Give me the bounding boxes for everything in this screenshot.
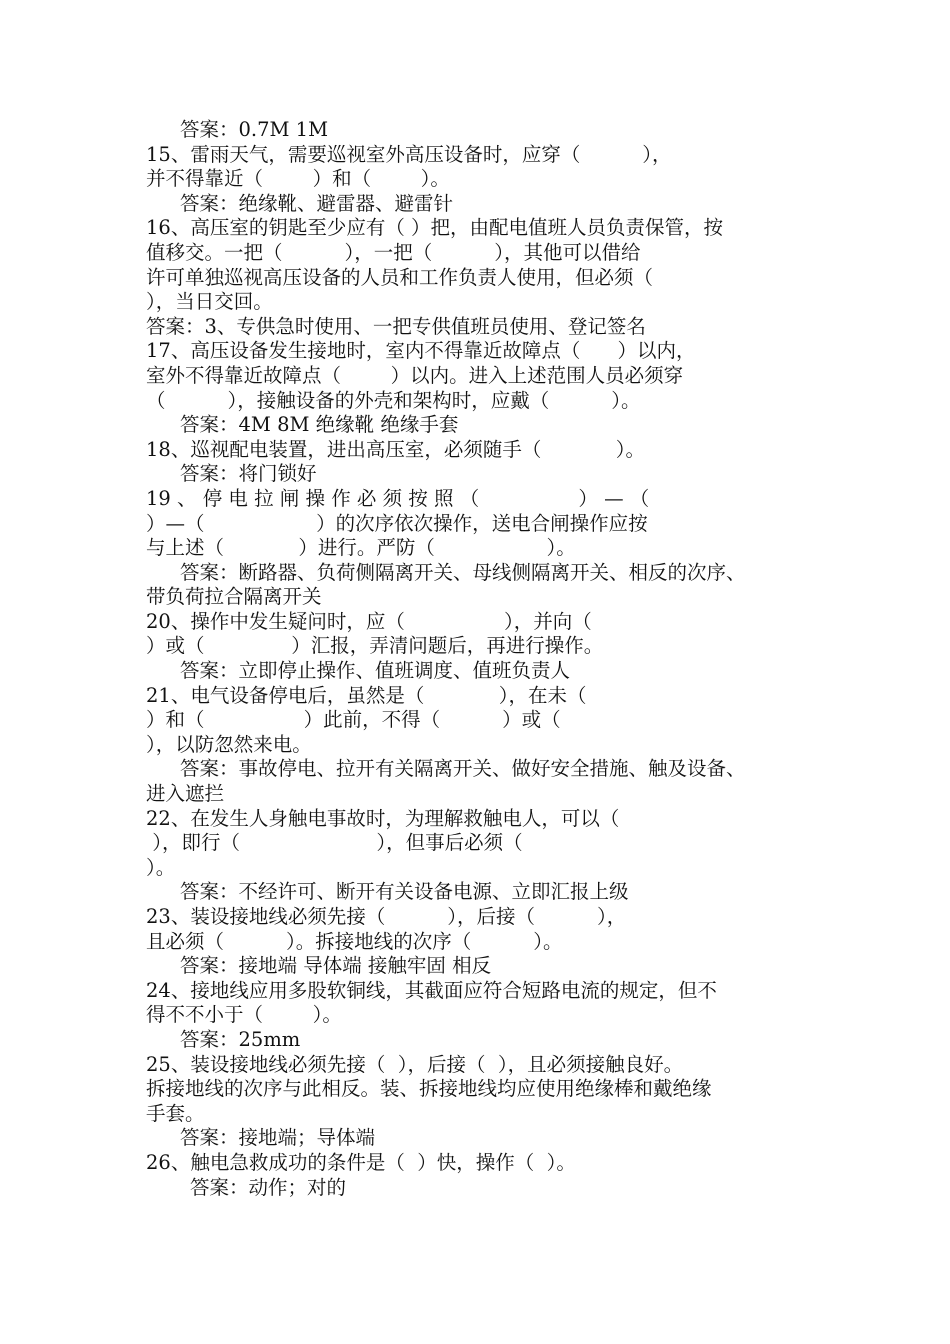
text-line: （ ），接触设备的外壳和架构时，应戴（ ）。 xyxy=(146,388,641,412)
text-line: 17、高压设备发生接地时，室内不得靠近故障点（ ）以内， xyxy=(146,339,696,363)
text-line: 许可单独巡视高压设备的人员和工作负责人使用，但必须（ xyxy=(146,265,654,289)
text-line: 26、触电急救成功的条件是（ ）快，操作（ ）。 xyxy=(146,1150,576,1174)
text-line: 23、装设接地线必须先接（ ），后接（ ）， xyxy=(146,905,627,928)
text-line: ），以防忽然来电。 xyxy=(146,732,312,756)
text-line: 拆接地线的次序与此相反。装、拆接地线均应使用绝缘棒和戴绝缘 xyxy=(146,1077,712,1101)
text-line: ）或（ ）汇报，弄清问题后，再进行操作。 xyxy=(146,634,604,658)
text-line: 答案：动作；对的 xyxy=(190,1175,347,1199)
text-line: ）—（ ）的次序依次操作，送电合闸操作应按 xyxy=(146,511,648,535)
text-line: 得不不小于（ ）。 xyxy=(146,1003,342,1027)
text-line: 答案：3、专供急时使用、一把专供值班员使用、登记签名 xyxy=(146,314,646,338)
text-line: 19 、 停 电 拉 闸 操 作 必 须 按 照 （ ） — （ xyxy=(146,486,650,510)
text-line: 16、高压室的钥匙至少应有（ ）把，由配电值班人员负责保管，按 xyxy=(146,216,724,240)
text-line: 25、装设接地线必须先接（ ），后接（ ），且必须接触良好。 xyxy=(146,1052,684,1076)
text-line: 答案：0.7M 1M xyxy=(180,118,329,141)
text-line: 答案：接地端 导体端 接触牢固 相反 xyxy=(180,954,492,978)
text-line: 答案：25mm xyxy=(180,1027,301,1051)
text-line: 答案：事故停电、拉开有关隔离开关、做好安全措施、触及设备、 xyxy=(180,757,746,781)
document-page xyxy=(146,118,826,1200)
text-line: 答案：断路器、负荷侧隔离开关、母线侧隔离开关、相反的次序、 xyxy=(180,560,746,584)
text-line: 答案：不经许可、断开有关设备电源、立即汇报上级 xyxy=(180,880,629,904)
text-line: 与上述（ ）进行。严防（ ）。 xyxy=(146,536,576,560)
text-line: 且必须（ ）。拆接地线的次序（ ）。 xyxy=(146,929,563,953)
text-line: 答案：接地端；导体端 xyxy=(180,1126,376,1150)
text-line: 进入遮拦 xyxy=(146,782,225,806)
text-line: 室外不得靠近故障点（ ）以内。进入上述范围人员必须穿 xyxy=(146,363,684,387)
text-line: ），当日交回。 xyxy=(146,290,273,314)
text-line: 手套。 xyxy=(146,1101,205,1125)
text-line: 22、在发生人身触电事故时，为理解救触电人，可以（ xyxy=(146,806,620,830)
text-line: 并不得靠近（ ）和（ ）。 xyxy=(146,167,450,191)
text-line: 18、巡视配电装置，进出高压室，必须随手（ ）。 xyxy=(146,437,645,461)
text-line: 答案：将门锁好 xyxy=(180,462,317,486)
text-line: 15、雷雨天气，需要巡视室外高压设备时，应穿（ ）， xyxy=(146,142,672,166)
text-line: ），即行（ ），但事后必须（ xyxy=(146,831,523,855)
text-line: 答案：4M 8M 绝缘靴 绝缘手套 xyxy=(180,413,459,437)
text-line: ）和（ ）此前，不得（ ）或（ xyxy=(146,708,561,732)
text-line: 值移交。一把（ ），一把（ ），其他可以借给 xyxy=(146,240,641,264)
text-line: 带负荷拉合隔离开关 xyxy=(146,585,322,609)
text-line: ）。 xyxy=(146,855,176,879)
text-line: 21、电气设备停电后，虽然是（ ），在未（ xyxy=(146,683,587,707)
text-line: 24、接地线应用多股软铜线，其截面应符合短路电流的规定，但不 xyxy=(146,978,717,1002)
text-line: 答案：绝缘靴、避雷器、避雷针 xyxy=(180,191,454,215)
text-line: 20、操作中发生疑问时，应（ ），并向（ xyxy=(146,609,592,633)
text-line: 答案：立即停止操作、值班调度、值班负责人 xyxy=(180,659,571,683)
